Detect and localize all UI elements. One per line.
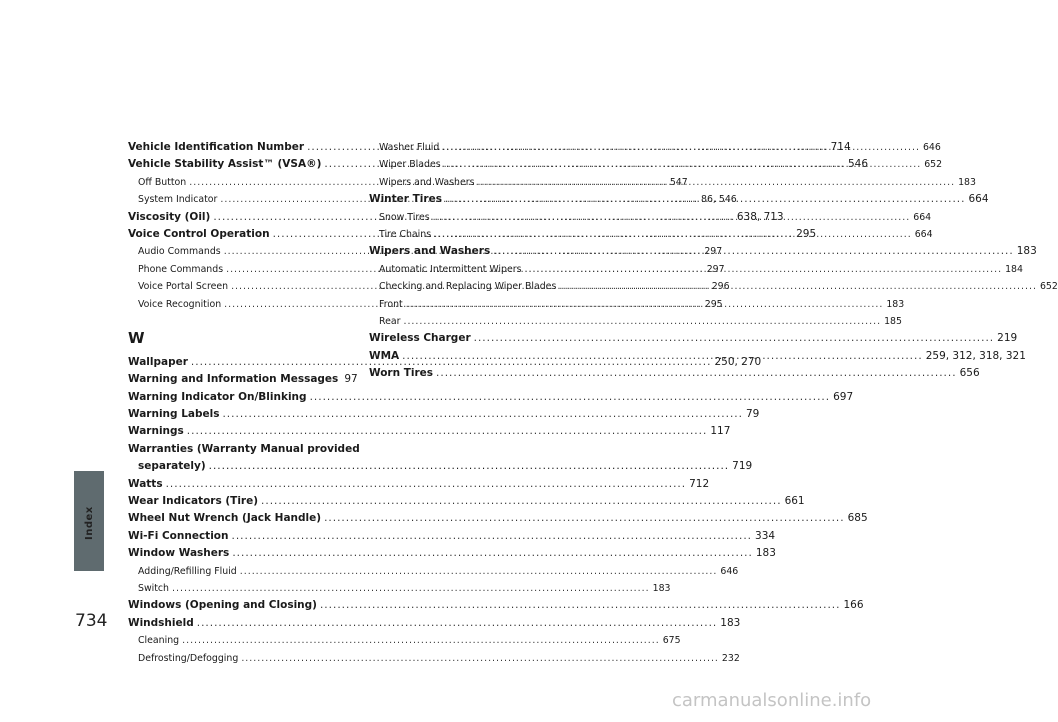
dot-leader (442, 139, 920, 156)
entry-term: Automatic Intermittent Wipers (379, 263, 522, 275)
entry-term: Wipers and Washers (379, 176, 475, 188)
dot-leader (559, 278, 1037, 295)
dot-leader (261, 493, 782, 510)
entry-pages: 712 (689, 477, 710, 490)
dot-leader (433, 209, 911, 226)
index-side-label: Index (84, 506, 95, 540)
index-entry[interactable] (369, 365, 980, 382)
section-letter-w: W (128, 328, 145, 347)
entry-term: Wallpaper (128, 355, 188, 368)
index-entry[interactable] (128, 371, 358, 388)
index-entry-warranties-line2[interactable] (128, 458, 753, 475)
index-entry[interactable] (128, 545, 776, 562)
dot-leader (474, 330, 995, 347)
entry-term: Window Washers (128, 547, 230, 560)
entry-term: Warning Indicator On/Blinking (128, 390, 307, 403)
entry-pages: 297 (706, 263, 725, 275)
dot-leader (524, 261, 1002, 278)
entry-pages: 183 (958, 176, 976, 188)
entry-term: System Indicator (138, 194, 218, 206)
entry-term: Viscosity (Oil) (128, 210, 211, 223)
entry-pages: 295 (796, 227, 817, 240)
entry-pages: 296 (711, 281, 730, 293)
entry-term: Vehicle Identification Number (128, 141, 305, 153)
entry-term: separately) (138, 460, 206, 473)
entry-term: Windshield (128, 616, 194, 629)
entry-pages: 664 (968, 193, 989, 206)
entry-pages: 661 (784, 495, 805, 508)
entry-pages: 652 (924, 159, 943, 171)
entry-pages: 183 (886, 298, 905, 310)
dot-leader (434, 226, 912, 243)
entry-term: Wireless Charger (369, 332, 471, 345)
entry-pages: 259, 312, 318, 321 (925, 349, 1026, 362)
dot-leader (241, 650, 719, 667)
index-entry[interactable] (128, 510, 868, 527)
index-entry[interactable] (128, 615, 741, 632)
entry-term: Wheel Nut Wrench (Jack Handle) (128, 512, 322, 525)
entry-term: Tire Chains (379, 228, 432, 240)
entry-term: Warnings (128, 425, 184, 438)
entry-pages: 232 (721, 652, 740, 664)
entry-term: Wipers and Washers (369, 245, 491, 258)
dot-leader (445, 191, 966, 208)
index-entry[interactable] (128, 423, 731, 440)
entry-pages: 675 (662, 635, 681, 647)
entry-pages: 219 (997, 332, 1018, 345)
dot-leader (166, 476, 687, 493)
entry-pages: 664 (914, 228, 933, 240)
entry-term: Winter Tires (369, 193, 442, 206)
entry-pages: 714 (830, 141, 851, 153)
entry-term: Phone Commands (138, 263, 224, 275)
entry-term: Warning and Information Messages (128, 373, 339, 386)
dot-leader (197, 615, 718, 632)
entry-pages: 547 (669, 176, 688, 188)
dot-leader (240, 563, 718, 580)
dot-leader (324, 510, 845, 527)
page-number: 734 (75, 611, 108, 631)
entry-term: Wiper Blades (379, 159, 441, 171)
dot-leader (406, 296, 884, 313)
entry-term: Voice Control Operation (128, 227, 270, 240)
entry-term: Checking and Replacing Wiper Blades (379, 281, 557, 293)
entry-pages: 652 (1039, 281, 1058, 293)
index-entry[interactable] (128, 406, 760, 423)
entry-pages: 79 (746, 408, 760, 421)
entry-term: Rear (379, 315, 401, 327)
entry-pages: 86, 546 (700, 194, 737, 206)
dot-leader (187, 423, 708, 440)
dot-leader (403, 313, 881, 330)
entry-term: Worn Tires (369, 367, 434, 380)
dot-leader (320, 597, 841, 614)
index-subentry[interactable] (128, 632, 681, 649)
entry-pages: 719 (732, 460, 753, 473)
dot-leader (209, 458, 730, 475)
entry-term: WMA (369, 349, 400, 362)
entry-term: Windows (Opening and Closing) (128, 599, 317, 612)
entry-pages: 166 (843, 599, 864, 612)
entry-pages: 297 (704, 246, 723, 258)
entry-pages: 184 (1005, 263, 1023, 275)
dot-leader (222, 406, 743, 423)
index-entry-warranties-line1[interactable]: Warranties (Warranty Manual provided (128, 442, 360, 455)
index-entry[interactable] (128, 528, 776, 545)
dot-leader (310, 389, 831, 406)
dot-leader (182, 632, 660, 649)
entry-pages: 685 (847, 512, 868, 525)
entry-term: Off Button (138, 176, 187, 188)
dot-leader (436, 365, 957, 382)
entry-term: Vehicle Stability Assist™ (VSA®) (128, 158, 322, 171)
index-subentry[interactable] (128, 580, 671, 597)
entry-term: Adding/Refilling Fluid (138, 565, 237, 577)
index-entry[interactable] (128, 493, 805, 510)
entry-term: Voice Portal Screen (138, 281, 229, 293)
index-subentry[interactable] (128, 650, 740, 667)
entry-term: Watts (128, 477, 163, 490)
entry-pages: 546 (847, 158, 868, 171)
entry-term: Washer Fluid (379, 142, 440, 153)
entry-pages: 646 (922, 142, 941, 153)
dot-leader (444, 156, 922, 173)
entry-term: Snow Tires (379, 211, 430, 223)
entry-term: Cleaning (138, 635, 180, 647)
entry-pages: 185 (884, 315, 902, 327)
entry-term: Wi-Fi Connection (128, 529, 229, 542)
entry-pages: 295 (704, 298, 723, 310)
entry-pages: 183 (720, 616, 741, 629)
index-entry[interactable] (369, 330, 1018, 347)
entry-term: Voice Recognition (138, 298, 222, 310)
dot-leader (493, 243, 1014, 260)
entry-pages: 117 (710, 425, 731, 438)
watermark-text: carmanualsonline.info (672, 690, 872, 711)
entry-pages: 638, 713 (736, 210, 784, 223)
entry-pages: 183 (1016, 245, 1037, 258)
entry-pages: 656 (959, 367, 980, 380)
entry-pages: 334 (755, 529, 776, 542)
entry-term: Switch (138, 582, 169, 594)
entry-pages: 183 (755, 547, 776, 560)
dot-leader (172, 580, 650, 597)
index-entry[interactable] (128, 476, 710, 493)
index-subentry[interactable] (128, 563, 739, 580)
dot-leader (477, 174, 955, 191)
entry-term: Warning Labels (128, 408, 220, 421)
entry-pages: 697 (833, 390, 854, 403)
entry-pages: 250, 270 (714, 355, 762, 368)
entry-term: Wear Indicators (Tire) (128, 495, 259, 508)
index-subentry[interactable] (369, 313, 902, 330)
entry-pages: 664 (913, 211, 932, 223)
dot-leader (402, 348, 923, 365)
index-entry[interactable] (128, 597, 864, 614)
entry-term: Defrosting/Defogging (138, 652, 239, 664)
entry-term: Front (379, 298, 403, 310)
entry-term: Audio Commands (138, 246, 221, 258)
entry-list-w-b (128, 476, 868, 667)
dot-leader (232, 545, 753, 562)
index-entry[interactable] (128, 389, 854, 406)
entry-pages: 183 (652, 582, 671, 594)
entry-pages: 646 (720, 565, 739, 577)
entry-pages: 97 (344, 373, 358, 386)
dot-leader (232, 528, 753, 545)
